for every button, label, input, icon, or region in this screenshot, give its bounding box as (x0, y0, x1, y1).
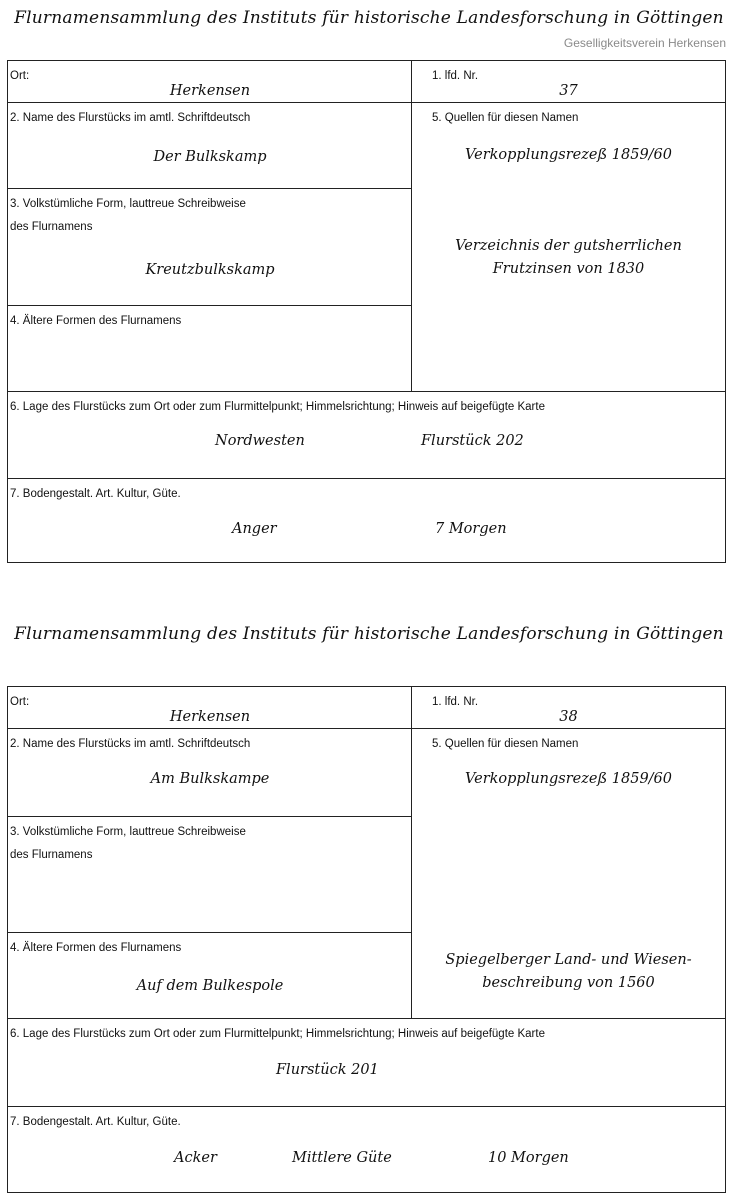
field-nr (412, 61, 725, 103)
field-ort (8, 687, 412, 729)
field-volk-label-2: des Flurnamens (10, 221, 93, 233)
field-nr-label: 1. lfd. Nr. (432, 70, 479, 82)
field-name-label: 2. Name des Flurstücks im amtl. Schriftdeutsch (10, 112, 251, 124)
field-volk (8, 817, 412, 933)
field-aeltere-value: Auf dem Bulkespole (136, 978, 284, 994)
field-boden-value-2: Mittlere Güte (292, 1150, 392, 1166)
field-quellen-label: 5. Quellen für diesen Namen (432, 738, 579, 750)
field-quelle-2-line-1: Spiegelberger Land- und Wiesen- (445, 952, 692, 968)
field-boden-value-1: Acker (174, 1150, 217, 1166)
field-ort-label: Ort: (10, 696, 30, 708)
field-name (8, 729, 412, 817)
card-2-title: Flurnamensammlung des Instituts für historische Landesforschung in Göttingen (14, 624, 724, 644)
field-lage-value-1: Flurstück 201 (276, 1062, 379, 1078)
field-nr-value: 37 (559, 83, 578, 99)
field-aeltere (8, 933, 412, 1019)
field-volk-label-1: 3. Volkstümliche Form, lauttreue Schreibweise (10, 826, 246, 838)
field-nr-value: 38 (559, 709, 578, 725)
field-lage-value-1: Nordwesten (215, 433, 305, 449)
field-volk (8, 189, 412, 306)
field-quelle-1: Verkopplungsrezeß 1859/60 (464, 771, 673, 787)
field-quellen (412, 729, 725, 1019)
field-aeltere-label: 4. Ältere Formen des Flurnamens (10, 942, 182, 954)
field-boden-value-1: Anger (232, 521, 277, 537)
field-quellen (412, 103, 725, 392)
card-1-subtitle: Geselligkeitsverein Herkensen (563, 36, 726, 50)
field-nr (412, 687, 725, 729)
field-aeltere-label: 4. Ältere Formen des Flurnamens (10, 315, 182, 327)
field-nr-label: 1. lfd. Nr. (432, 696, 479, 708)
field-aeltere (8, 306, 412, 392)
field-boden-value-3: 10 Morgen (488, 1150, 569, 1166)
field-lage (8, 1019, 725, 1107)
field-boden-value-2: 7 Morgen (435, 521, 507, 537)
field-ort-value: Herkensen (169, 83, 251, 99)
field-quelle-2-line-2: Frutzinsen von 1830 (492, 261, 645, 277)
card-1-title: Flurnamensammlung des Instituts für historische Landesforschung in Göttingen (14, 8, 724, 28)
field-lage (8, 392, 725, 479)
field-volk-value: Kreutzbulkskamp (145, 262, 275, 278)
field-quelle-2-line-2: beschreibung von 1560 (482, 975, 655, 991)
field-name-value: Am Bulkskampe (150, 771, 270, 787)
field-ort-value: Herkensen (169, 709, 251, 725)
card-1 (7, 60, 726, 563)
field-name (8, 103, 412, 189)
field-boden (8, 1107, 725, 1192)
field-quelle-1: Verkopplungsrezeß 1859/60 (464, 147, 673, 163)
field-volk-label-1: 3. Volkstümliche Form, lauttreue Schreibweise (10, 198, 246, 210)
field-quellen-label: 5. Quellen für diesen Namen (432, 112, 579, 124)
field-lage-label: 6. Lage des Flurstücks zum Ort oder zum Flurmittelpunkt; Himmelsrichtung; Hinweis auf beigefügte Karte (10, 401, 545, 413)
field-volk-label-2: des Flurnamens (10, 849, 93, 861)
field-boden-label: 7. Bodengestalt. Art. Kultur, Güte. (10, 488, 181, 500)
field-lage-label: 6. Lage des Flurstücks zum Ort oder zum Flurmittelpunkt; Himmelsrichtung; Hinweis auf beigefügte Karte (10, 1028, 545, 1040)
field-ort-label: Ort: (10, 70, 30, 82)
field-boden-label: 7. Bodengestalt. Art. Kultur, Güte. (10, 1116, 181, 1128)
card-2 (7, 686, 726, 1193)
field-name-value: Der Bulkskamp (153, 149, 267, 165)
field-ort (8, 61, 412, 103)
field-lage-value-2: Flurstück 202 (421, 433, 524, 449)
field-name-label: 2. Name des Flurstücks im amtl. Schriftdeutsch (10, 738, 251, 750)
field-quelle-2-line-1: Verzeichnis der gutsherrlichen (455, 238, 682, 254)
field-boden (8, 479, 725, 562)
